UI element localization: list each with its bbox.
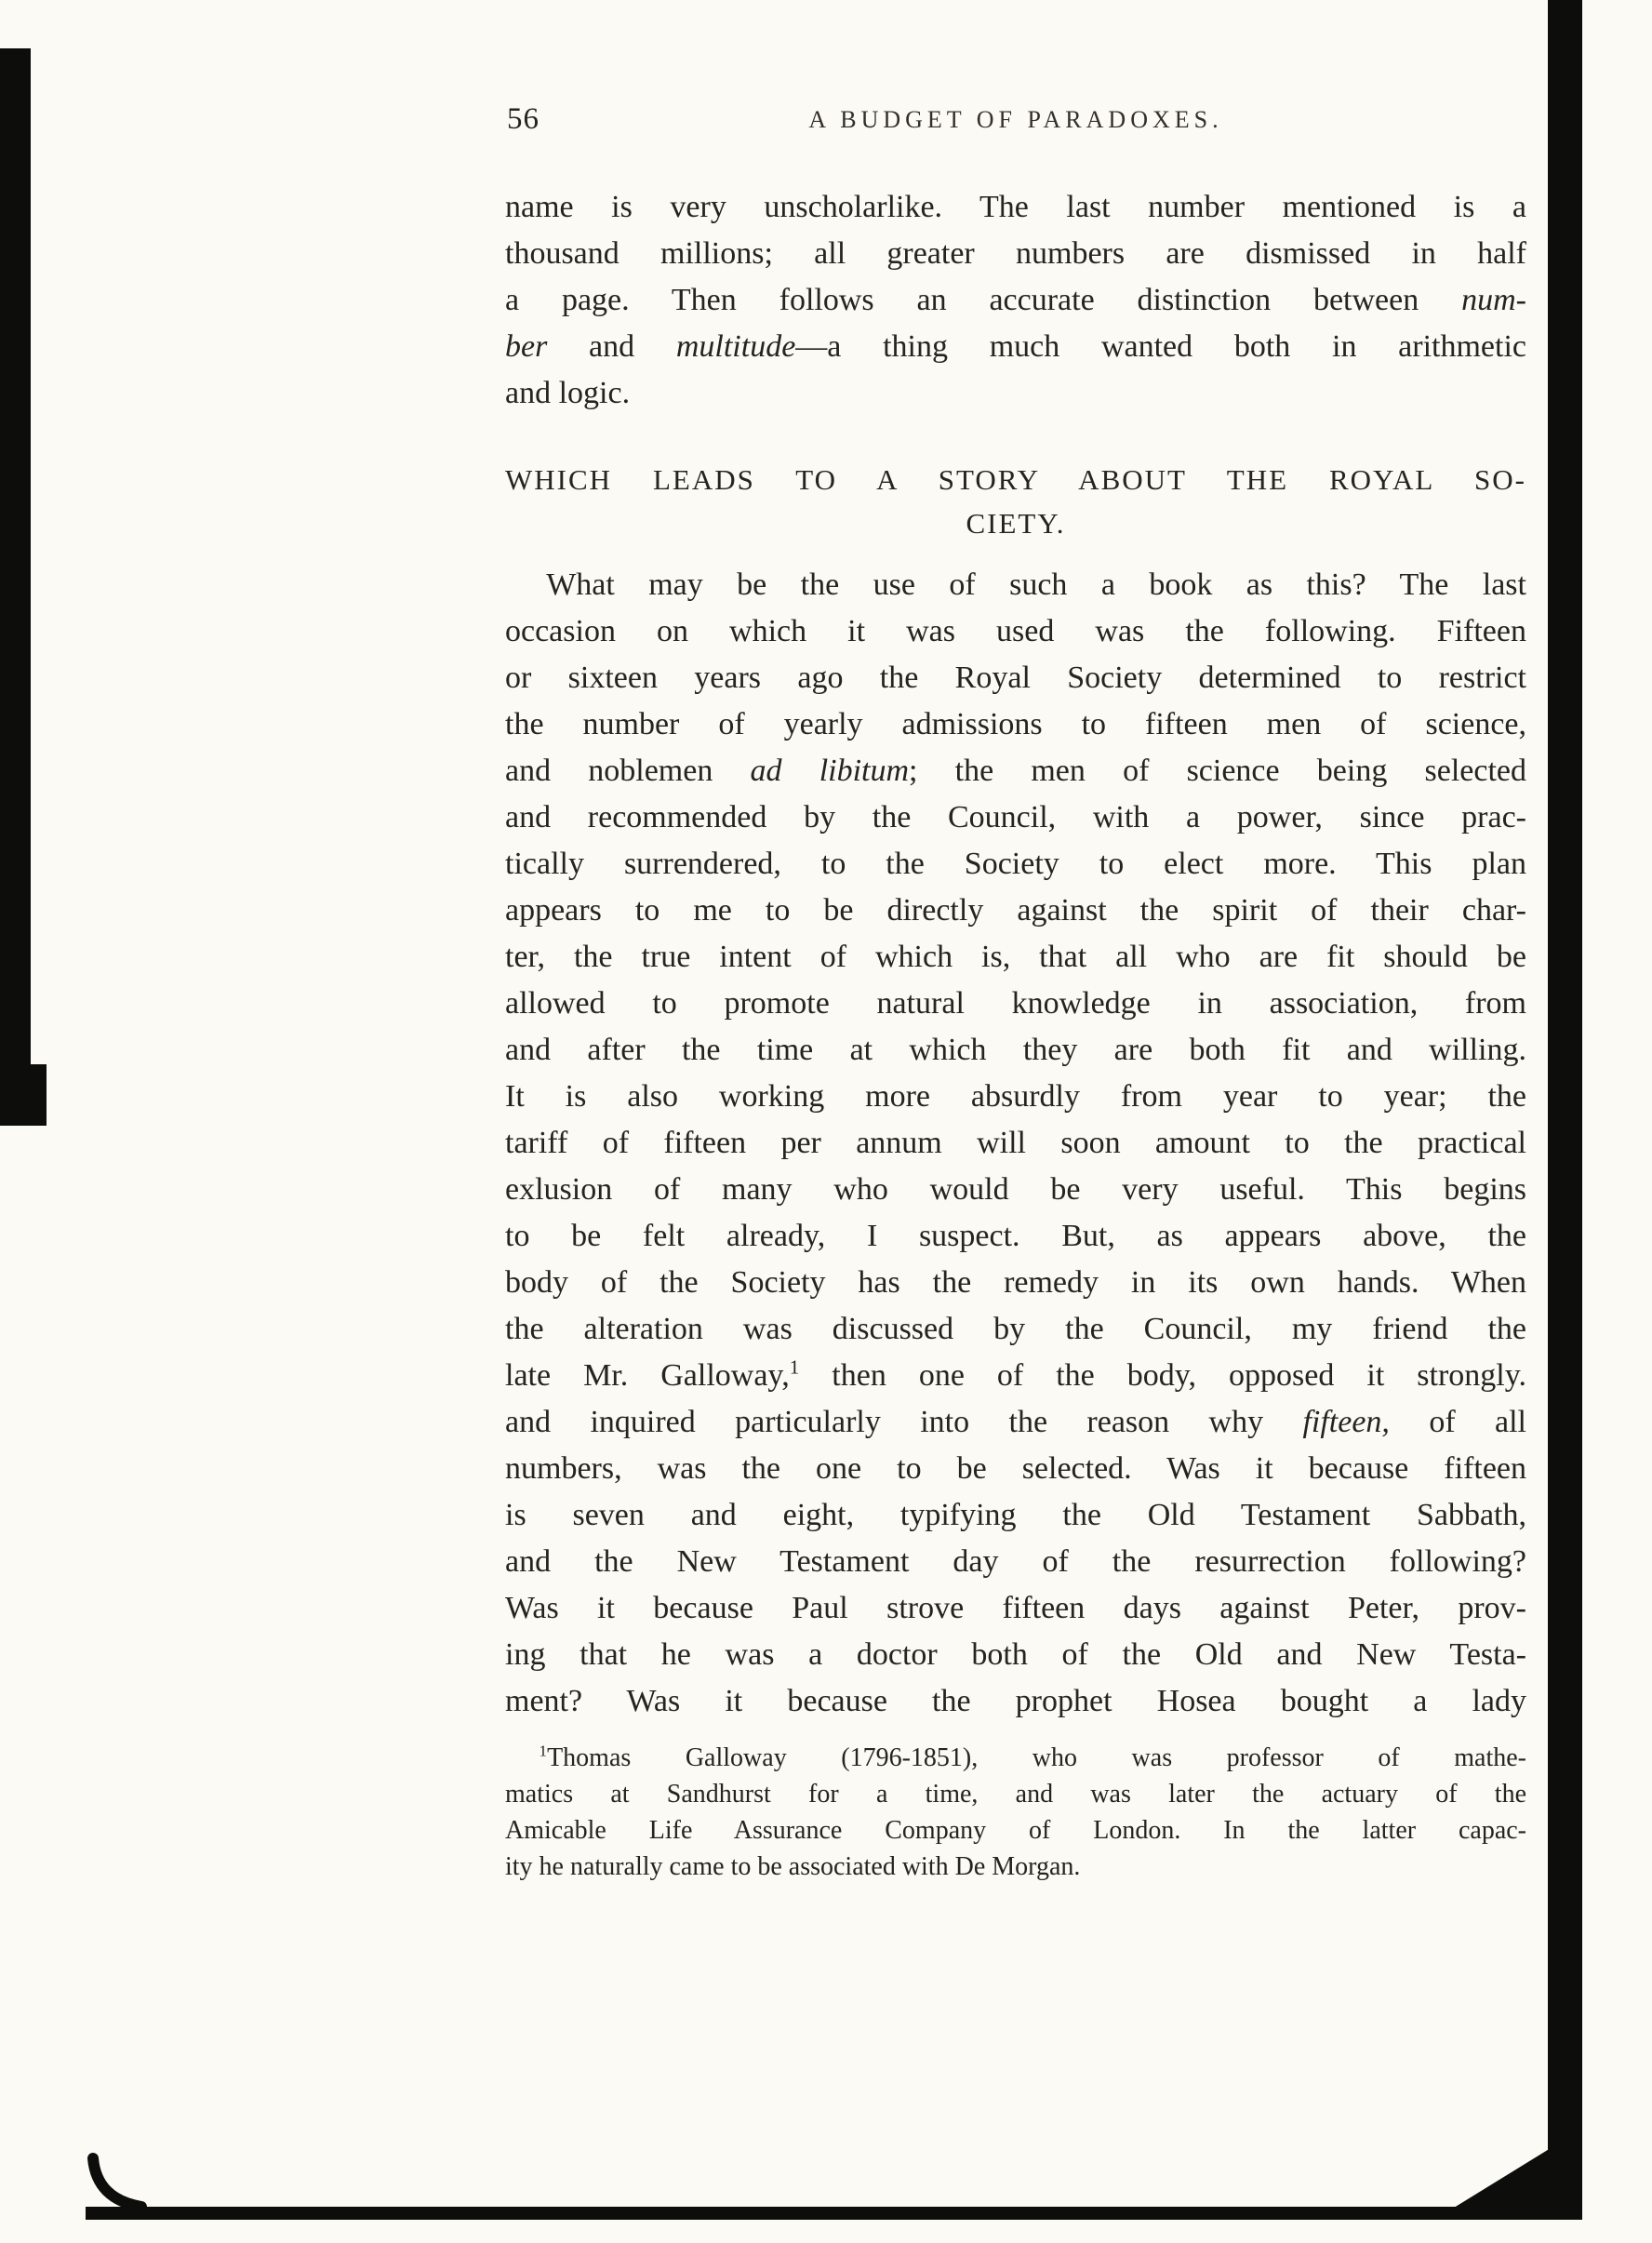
- scan-mark-bottom-left: [93, 2158, 141, 2207]
- scan-edge-right-bar: [1548, 0, 1582, 2196]
- section-heading: WHICH LEADS TO A STORY ABOUT THE ROYAL SO- CIETY.: [505, 463, 1526, 540]
- running-header: A BUDGET OF PARADOXES.: [808, 106, 1223, 133]
- paragraph-continuation: name is very unscholarlike. The last number mentioned is a thousand millions; all greater numbers are dismissed in half a page. Then follows an accurate distinction between num- ber and multitude—a thing much wanted both in arithmetic and logic.: [505, 190, 1527, 410]
- text-block: [505, 184, 1526, 1885]
- page-number: 56: [507, 102, 540, 136]
- scan-corner-bottom-right: [1434, 2129, 1582, 2220]
- paragraph-royal-society: What may be the use of such a book as this? The last occasion on which it was used was the following. Fifteen or sixteen years ago the Royal Society determined to restrict the number of yearly admissions to fifteen men of science, and noblemen ad libitum; the men of science being selected and recommended by the Council, with a power, since prac- tically surrendered, to the Society to elect more. This plan appears to me to be directly against the spirit of their char- ter, the true intent of which is, that all who are fit should be allowed to promote natural knowledge in association, from and after the time at which they are both fit and willing. It is also working more absurdly from year to year; the tariff of fifteen per annum will soon amount to the practical exlusion of many who would be very useful. This begins to be felt already, I suspect. But, as appears above, the body of the Society has the remedy in its own hands. When the alteration was discussed by the Council, my friend the late Mr. Galloway,$^1$ then one of the body, opposed it strongly. and inquired particularly into the reason why fifteen, of all numbers, was the one to be selected. Was it because fifteen is seven and eight, typifying the Old Testament Sabbath, and the New Testament day of the resurrection following? Was it because Paul strove fifteen days against Peter, prov- ing that he was a doctor both of the Old and New Testa- ment? Was it because the prophet Hosea bought a lady: [505, 567, 1527, 1718]
- scan-edge-bottom-line: [86, 2207, 1581, 2220]
- scan-edge-left-bar: [0, 48, 31, 1066]
- page-header: [505, 100, 1526, 145]
- footnote: $^1$Thomas Galloway (1796-1851), who was professor of mathe- matics at Sandhurst for a time, and was later the actuary of the Amicable Life Assurance Company of London. In the latter capac- ity he naturally came to be associated with De Morgan.: [505, 1742, 1526, 1881]
- scan-edge-left-stub: [0, 1064, 47, 1126]
